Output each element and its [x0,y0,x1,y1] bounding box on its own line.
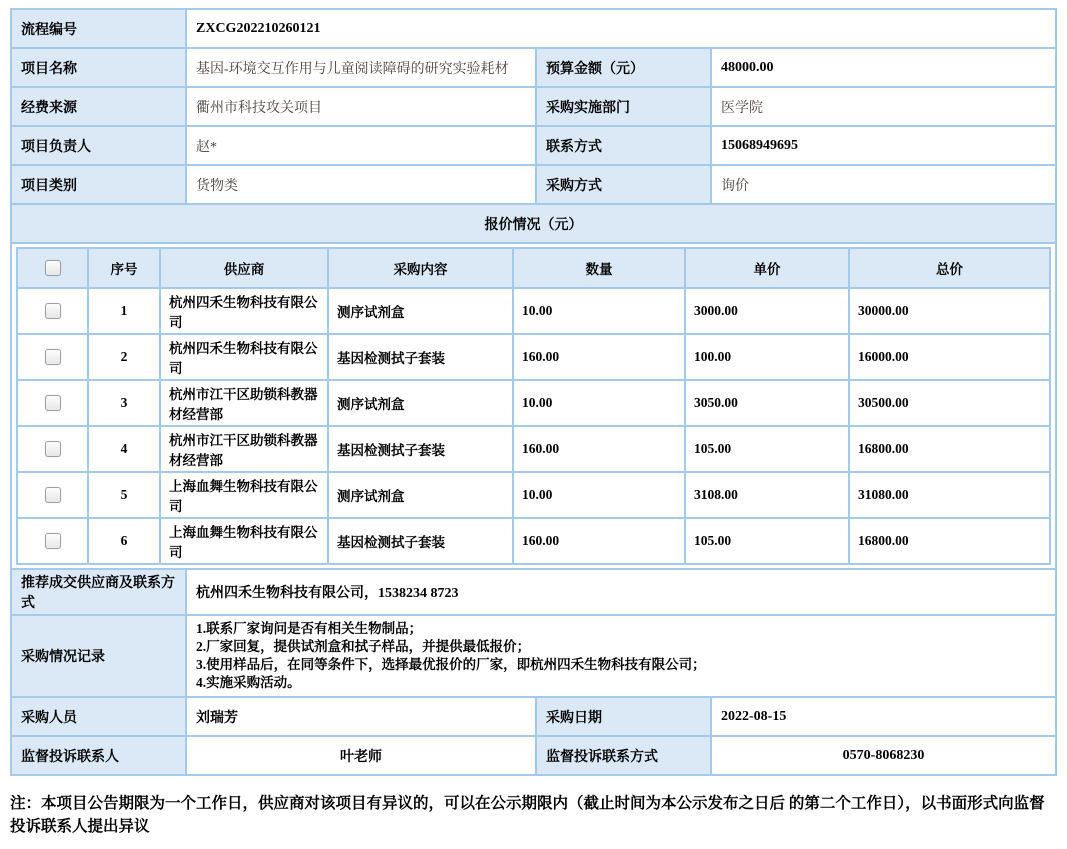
quote-unit-price: 105.00 [685,426,849,472]
quote-no: 5 [88,472,160,518]
value-supervisor-contact: 叶老师 [186,736,536,775]
label-supervisor-phone: 监督投诉联系方式 [536,736,711,775]
quote-unit-price: 3000.00 [685,288,849,334]
value-purchase-method: 询价 [711,165,1056,204]
label-process-id: 流程编号 [11,9,186,48]
quote-no: 6 [88,518,160,564]
row-checkbox[interactable] [45,349,61,365]
quote-unit-price: 100.00 [685,334,849,380]
col-header-unit-price: 单价 [685,248,849,288]
quote-section-title: 报价情况（元） [11,204,1056,243]
value-project-name: 基因-环境交互作用与儿童阅读障碍的研究实验耗材 [186,48,536,87]
col-header-qty: 数量 [513,248,685,288]
quote-unit-price: 3050.00 [685,380,849,426]
value-contact: 15068949695 [711,126,1056,165]
quote-item: 基因检测拭子套装 [328,334,513,380]
quote-row [17,288,1050,334]
row-checkbox[interactable] [45,441,61,457]
row-process-id [11,9,1056,48]
record-line: 1.联系厂家询问是否有相关生物制品； [196,621,423,636]
quote-row [17,518,1050,564]
quote-supplier: 杭州四禾生物科技有限公司 [160,288,328,334]
row-checkbox[interactable] [45,303,61,319]
quote-item: 基因检测拭子套装 [328,518,513,564]
quote-no: 2 [88,334,160,380]
quote-no: 1 [88,288,160,334]
quote-no: 4 [88,426,160,472]
row-buyer [11,697,1056,736]
quote-row [17,334,1050,380]
quote-table-container [11,243,1056,569]
quote-total-price: 30000.00 [849,288,1050,334]
label-buyer: 采购人员 [11,697,186,736]
col-header-no: 序号 [88,248,160,288]
value-project-category: 货物类 [186,165,536,204]
label-funding-source: 经费来源 [11,87,186,126]
quote-total-price: 31080.00 [849,472,1050,518]
quote-supplier: 杭州市江干区助锁科教器材经营部 [160,426,328,472]
value-funding-source: 衢州市科技攻关项目 [186,87,536,126]
quote-no: 3 [88,380,160,426]
quote-total-price: 16800.00 [849,426,1050,472]
quote-supplier: 杭州四禾生物科技有限公司 [160,334,328,380]
value-recommended-supplier: 杭州四禾生物科技有限公司，1538234 8723 [186,569,1056,615]
label-project-name: 项目名称 [11,48,186,87]
quote-total-price: 16000.00 [849,334,1050,380]
quote-qty: 10.00 [513,288,685,334]
quote-supplier: 上海血舞生物科技有限公司 [160,518,328,564]
label-budget: 预算金额（元） [536,48,711,87]
value-buyer: 刘瑞芳 [186,697,536,736]
value-purchase-date: 2022-08-15 [711,697,1056,736]
row-quote-table [11,243,1056,569]
col-header-content: 采购内容 [328,248,513,288]
row-funding-source [11,87,1056,126]
quote-header-row [17,248,1050,288]
announcement-note: 注：本项目公告期限为一个工作日，供应商对该项目有异议的，可以在公示期限内（截止时间为本公示发布之日后 的第二个工作日），以书面形式向监督投诉联系人提出异议 [10,795,1045,836]
select-all-cell [17,248,88,288]
row-purchase-record [11,615,1056,697]
row-project-category [11,165,1056,204]
record-line: 2.厂家回复，提供试剂盒和拭子样品，并提供最低报价； [196,639,531,654]
quote-row [17,472,1050,518]
quote-unit-price: 105.00 [685,518,849,564]
value-purchasing-department: 医学院 [711,87,1056,126]
quote-qty: 10.00 [513,380,685,426]
label-project-leader: 项目负责人 [11,126,186,165]
label-purchase-record: 采购情况记录 [11,615,186,697]
quote-total-price: 30500.00 [849,380,1050,426]
quote-qty: 160.00 [513,334,685,380]
quote-item: 测序试剂盒 [328,472,513,518]
label-recommended-supplier: 推荐成交供应商及联系方式 [11,569,186,615]
quote-qty: 160.00 [513,518,685,564]
value-project-leader: 赵* [186,126,536,165]
quote-qty: 10.00 [513,472,685,518]
quote-row [17,426,1050,472]
label-contact: 联系方式 [536,126,711,165]
col-header-supplier: 供应商 [160,248,328,288]
quote-table [16,247,1051,565]
row-project-leader [11,126,1056,165]
quote-item: 基因检测拭子套装 [328,426,513,472]
quote-qty: 160.00 [513,426,685,472]
label-purchasing-department: 采购实施部门 [536,87,711,126]
row-supervisor [11,736,1056,775]
label-purchase-date: 采购日期 [536,697,711,736]
quote-item: 测序试剂盒 [328,380,513,426]
quote-item: 测序试剂盒 [328,288,513,334]
select-all-checkbox[interactable] [45,260,61,276]
value-budget: 48000.00 [711,48,1056,87]
value-process-id: ZXCG202210260121 [186,9,1056,48]
row-checkbox[interactable] [45,533,61,549]
quote-supplier: 上海血舞生物科技有限公司 [160,472,328,518]
row-project-name [11,48,1056,87]
value-purchase-record [186,615,1056,697]
label-supervisor-contact: 监督投诉联系人 [11,736,186,775]
quote-total-price: 16800.00 [849,518,1050,564]
quote-row [17,380,1050,426]
label-purchase-method: 采购方式 [536,165,711,204]
row-checkbox[interactable] [45,395,61,411]
record-line: 4.实施采购活动。 [196,675,301,690]
procurement-table [10,8,1057,776]
record-line: 3.使用样品后，在同等条件下，选择最优报价的厂家，即杭州四禾生物科技有限公司； [196,657,706,672]
row-checkbox[interactable] [45,487,61,503]
quote-unit-price: 3108.00 [685,472,849,518]
row-recommended-supplier [11,569,1056,615]
col-header-total-price: 总价 [849,248,1050,288]
quote-supplier: 杭州市江干区助锁科教器材经营部 [160,380,328,426]
row-quote-title [11,204,1056,243]
label-project-category: 项目类别 [11,165,186,204]
value-supervisor-phone: 0570-8068230 [711,736,1056,775]
